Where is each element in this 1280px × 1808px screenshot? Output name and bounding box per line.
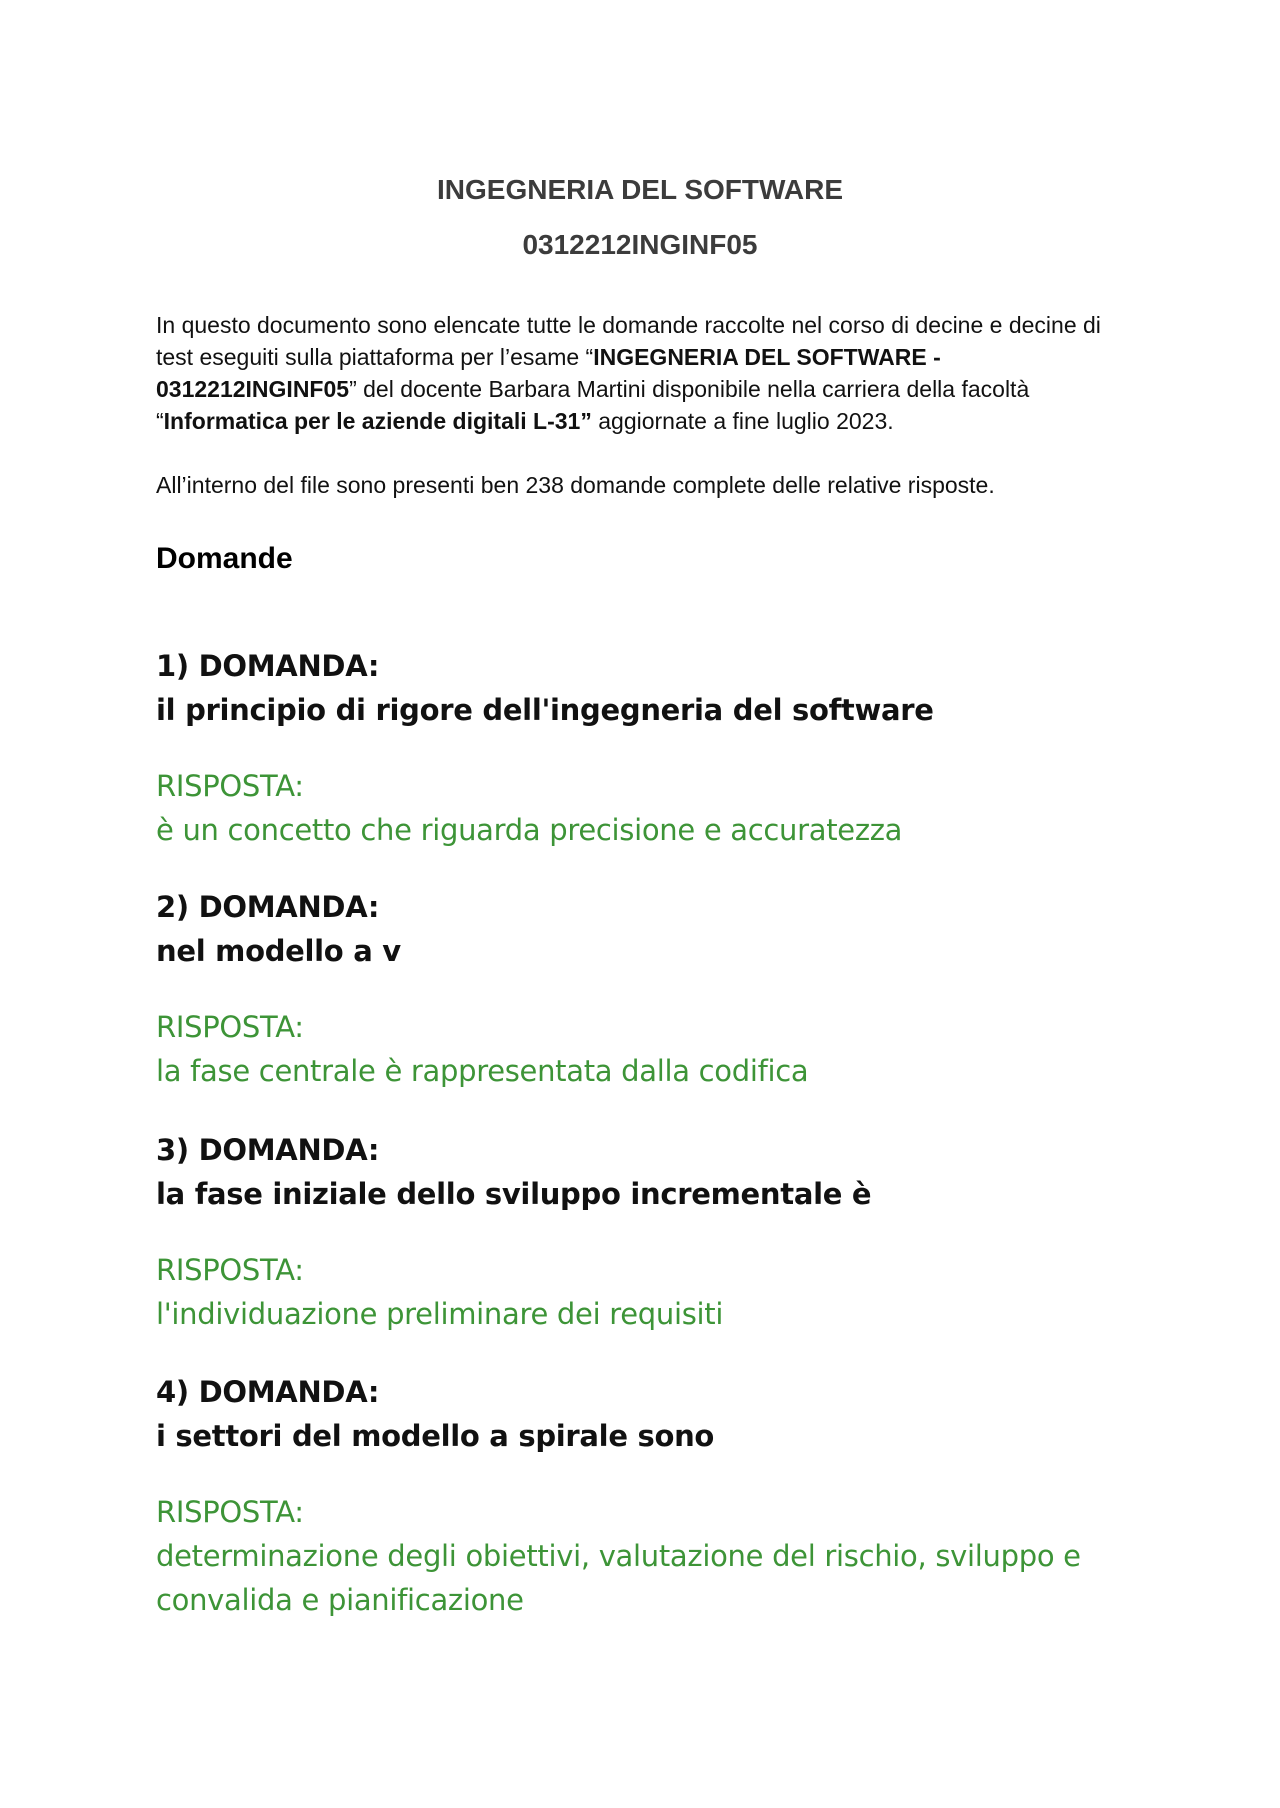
- question-text: i settori del modello a spirale sono: [156, 1419, 715, 1453]
- document-title: INGEGNERIA DEL SOFTWARE: [436, 174, 844, 205]
- question-label: 4) DOMANDA:: [156, 1375, 380, 1409]
- question-item: [156, 1128, 1124, 1336]
- document-code: 0312212INGINF05: [522, 229, 758, 260]
- intro-paragraph: [156, 309, 1124, 437]
- intro-text-3: aggiornate a fine luglio 2023.: [591, 408, 894, 434]
- intro-text-1: In questo documento sono elencate tutte le domande raccolte nel corso di decine e decine di test eseguiti sulla piattaforma per l’esame “: [156, 312, 1101, 370]
- question-text: nel modello a v: [156, 934, 401, 968]
- question-label: 1) DOMANDA:: [156, 649, 380, 683]
- question-item: [156, 644, 1124, 852]
- question-label: 2) DOMANDA:: [156, 890, 380, 924]
- answer-text: la fase centrale è rappresentata dalla codifica: [156, 1054, 809, 1088]
- section-title: Domande: [156, 542, 293, 575]
- intro-course-name: INGEGNERIA DEL SOFTWARE - 0312212INGINF05: [156, 344, 941, 402]
- answer-label: RISPOSTA:: [156, 1253, 304, 1287]
- question-label: 3) DOMANDA:: [156, 1133, 380, 1167]
- question-count-paragraph: All’interno del file sono presenti ben 238 domande complete delle relative risposte.: [156, 472, 995, 498]
- answer-label: RISPOSTA:: [156, 769, 304, 803]
- answer-text: determinazione degli obiettivi, valutazione del rischio, sviluppo e convalida e pianificazione: [156, 1539, 1081, 1617]
- answer-text: è un concetto che riguarda precisione e accuratezza: [156, 813, 903, 847]
- answer-text: l'individuazione preliminare dei requisiti: [156, 1297, 724, 1331]
- question-text: la fase iniziale dello sviluppo incrementale è: [156, 1177, 872, 1211]
- answer-label: RISPOSTA:: [156, 1010, 304, 1044]
- question-item: [156, 885, 1124, 1093]
- intro-text-2: ” del docente Barbara Martini disponibile nella carriera della facoltà “: [156, 376, 1030, 434]
- question-item: [156, 1370, 1124, 1622]
- question-text: il principio di rigore dell'ingegneria del software: [156, 693, 934, 727]
- intro-faculty-name: Informatica per le aziende digitali L-31”: [163, 408, 592, 434]
- answer-label: RISPOSTA:: [156, 1495, 304, 1529]
